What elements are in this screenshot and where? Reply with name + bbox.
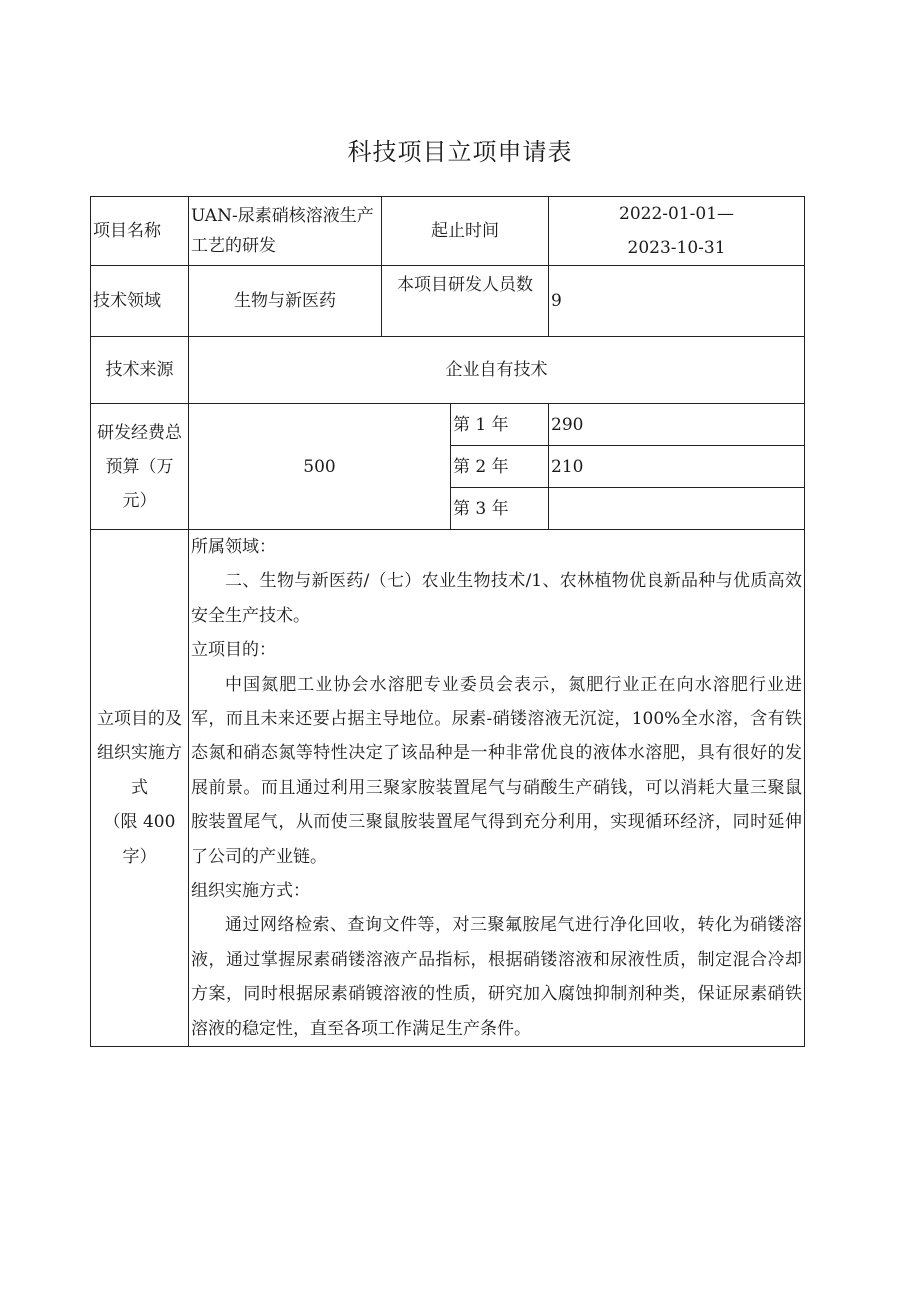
budget-year-3-label: 第 3 年 [451, 488, 549, 530]
field-heading: 所属领域： [191, 537, 276, 557]
tech-field-label: 技术领域 [91, 266, 189, 337]
field-text: 二、生物与新医药/（七）农业生物技术/1、农林植物优良新品种与优质高效安全生产技术。 [191, 571, 803, 626]
budget-year-3-value [549, 488, 805, 530]
row-project-name [91, 197, 805, 266]
impl-heading: 组织实施方式： [191, 881, 310, 902]
purpose-label: 立项目的及组织实施方式 [97, 709, 182, 798]
impl-text: 通过网络检索、查询文件等，对三聚氟胺尾气进行净化回收，转化为硝镂溶液，通过掌握尿素硝镂溶液产品指标，根据硝镂溶液和尿液性质，制定混合冷却方案，同时根据尿素硝镀溶液的性质，研究加入腐蚀抑制剂种类，保证尿素硝铁溶液的稳定性，直至各项工作满足生产条件。 [191, 915, 803, 1039]
page-title: 科技项目立项申请表 [347, 138, 573, 166]
budget-year-1-label: 第 1 年 [451, 404, 549, 446]
budget-year-2-value: 210 [549, 446, 805, 488]
row-budget-year-1 [91, 404, 805, 446]
project-name-value: UAN-尿素硝核溶液生产工艺的研发 [189, 197, 382, 266]
project-name-label: 项目名称 [91, 197, 189, 266]
period-value [549, 197, 805, 266]
goal-heading: 立项目的： [191, 640, 276, 661]
row-tech-source [91, 337, 805, 404]
staff-count-value: 9 [549, 266, 805, 337]
purpose-label-cell [91, 530, 189, 1047]
staff-count-label: 本项目研发人员数 [382, 266, 549, 337]
budget-year-2-label: 第 2 年 [451, 446, 549, 488]
purpose-content [189, 530, 805, 1047]
goal-text: 中国氮肥工业协会水溶肥专业委员会表示，氮肥行业正在向水溶肥行业进军，而且未来还要占据主导地位。尿素-硝镂溶液无沉淀，100%全水溶，含有铁态氮和硝态氮等特性决定了该品种是一种非常优良的液体水溶肥，具有很好的发展前景。而且通过利用三聚家胺装置尾气与硝酸生产硝钱，可以消耗大量三聚鼠胺装置尾气，从而使三聚鼠胺装置尾气得到充分利用，实现循环经济，同时延伸了公司的产业链。 [191, 674, 803, 867]
period-label: 起止时间 [382, 197, 549, 266]
row-tech-field [91, 266, 805, 337]
application-form-table [90, 196, 805, 1047]
period-end: 2023-10-31 [627, 238, 726, 258]
row-purpose [91, 530, 805, 1047]
tech-source-value: 企业自有技术 [189, 337, 805, 404]
period-start: 2022-01-01— [619, 204, 735, 224]
tech-source-label: 技术来源 [91, 337, 189, 404]
tech-field-value: 生物与新医药 [189, 266, 382, 337]
budget-total: 500 [189, 404, 451, 530]
budget-label: 研发经费总预算（万元） [91, 404, 189, 530]
budget-year-1-value: 290 [549, 404, 805, 446]
purpose-limit: （限 400 字） [103, 812, 176, 867]
